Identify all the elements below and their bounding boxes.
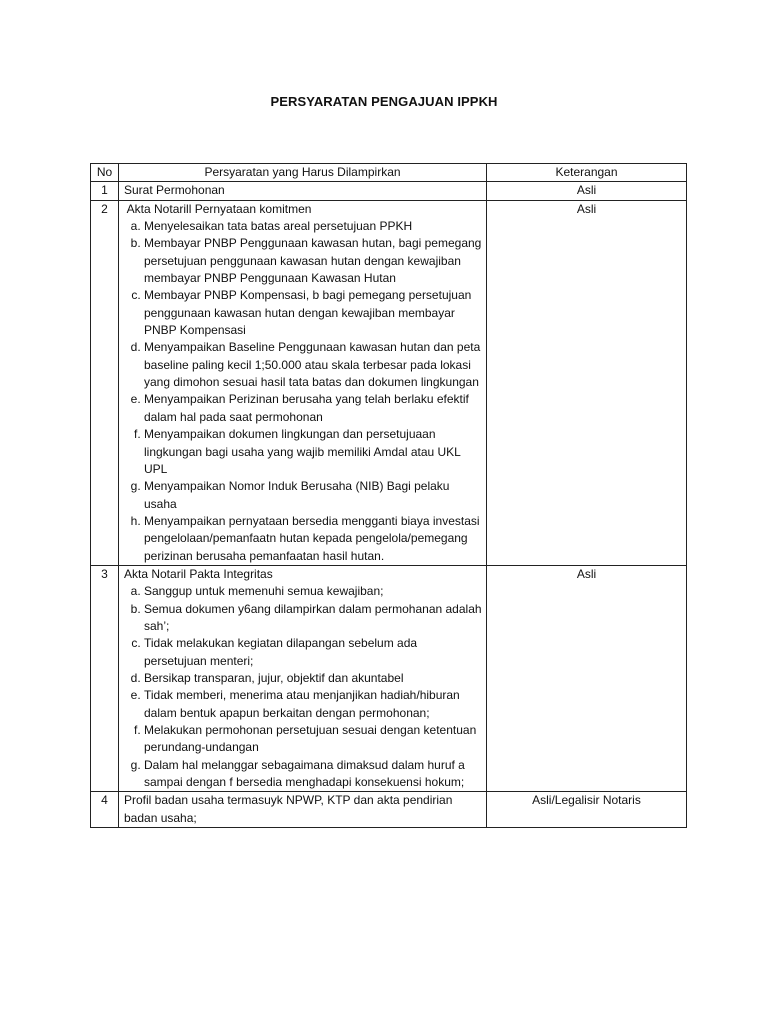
document-title: PERSYARATAN PENGAJUAN IPPKH <box>270 94 498 109</box>
list-item: c. Tidak melakukan kegiatan dilapangan sebelum ada persetujuan menteri; <box>144 635 483 670</box>
row-number: 4 <box>91 792 119 828</box>
header-note: Keterangan <box>487 164 687 182</box>
list-item: h. Menyampaikan pernyataan bersedia mengganti biaya investasi pengelolaan/pemanfaatn hutan kepada pengelola/pemegang perizinan berusaha pemanfaatan hasil hutan. <box>144 513 483 565</box>
table-row <box>91 565 687 791</box>
table-row <box>91 182 687 200</box>
list-item: e. Menyampaikan Perizinan berusaha yang telah berlaku efektif dalam hal pada saat permohonan <box>144 391 483 426</box>
table-row <box>91 792 687 828</box>
list-item: d. Bersikap transparan, jujur, objektif dan akuntabel <box>144 670 483 687</box>
table-row <box>91 200 687 565</box>
requirement-cell <box>119 200 487 565</box>
list-item: d. Menyampaikan Baseline Penggunaan kawasan hutan dan peta baseline paling kecil 1;50.000 atau skala terbesar pada lokasi yang dimohon sesuai hasil tata batas dan dokumen lingkungan <box>144 339 483 391</box>
list-item: a. Sanggup untuk memenuhi semua kewajiban; <box>144 583 483 600</box>
list-item: f. Menyampaikan dokumen lingkungan dan persetujuaan lingkungan bagi usaha yang wajib memiliki Amdal atau UKL UPL <box>144 426 483 478</box>
list-item: a. Menyelesaikan tata batas areal persetujuan PPKH <box>144 218 483 235</box>
list-item: b. Membayar PNBP Penggunaan kawasan hutan, bagi pemegang persetujuan penggunaan kawasan hutan dengan kewajiban membayar PNBP Penggunaan Kawasan Hutan <box>144 235 483 287</box>
list-item: c. Membayar PNBP Kompensasi, b bagi pemegang persetujuan penggunaan kawasan hutan dengan kewajiban membayar PNBP Kompensasi <box>144 287 483 339</box>
note-cell: Asli/Legalisir Notaris <box>487 792 687 828</box>
header-requirement: Persyaratan yang Harus Dilampirkan <box>119 164 487 182</box>
table-header-row <box>91 164 687 182</box>
requirement-cell <box>119 565 487 791</box>
list-item: f. Melakukan permohonan persetujuan sesuai dengan ketentuan perundang-undangan <box>144 722 483 757</box>
requirement-title: Profil badan usaha termasuyk NPWP, KTP dan akta pendirian badan usaha; <box>124 793 453 825</box>
requirement-cell <box>119 792 487 828</box>
header-no: No <box>91 164 119 182</box>
requirements-table <box>90 163 687 828</box>
row-number: 2 <box>91 200 119 565</box>
note-cell: Asli <box>487 182 687 200</box>
list-item: e. Tidak memberi, menerima atau menjanjikan hadiah/hiburan dalam bentuk apapun berkaitan dengan permohonan; <box>144 687 483 722</box>
list-item: g. Dalam hal melanggar sebagaimana dimaksud dalam huruf a sampai dengan f bersedia menghadapi konsekuensi hokum; <box>144 757 483 792</box>
row-number: 1 <box>91 182 119 200</box>
note-cell: Asli <box>487 565 687 791</box>
list-item: g. Menyampaikan Nomor Induk Berusaha (NIB) Bagi pelaku usaha <box>144 478 483 513</box>
requirement-cell <box>119 182 487 200</box>
requirement-title: Akta Notaril Pakta Integritas <box>124 566 273 581</box>
note-cell: Asli <box>487 200 687 565</box>
row-number: 3 <box>91 565 119 791</box>
requirement-title: Surat Permohonan <box>124 183 225 198</box>
sub-item-list <box>122 583 483 791</box>
sub-item-list <box>122 218 483 565</box>
list-item: b. Semua dokumen y6ang dilampirkan dalam permohanan adalah sah’; <box>144 601 483 636</box>
requirement-title: Akta Notarill Pernyataan komitmen <box>124 201 312 216</box>
